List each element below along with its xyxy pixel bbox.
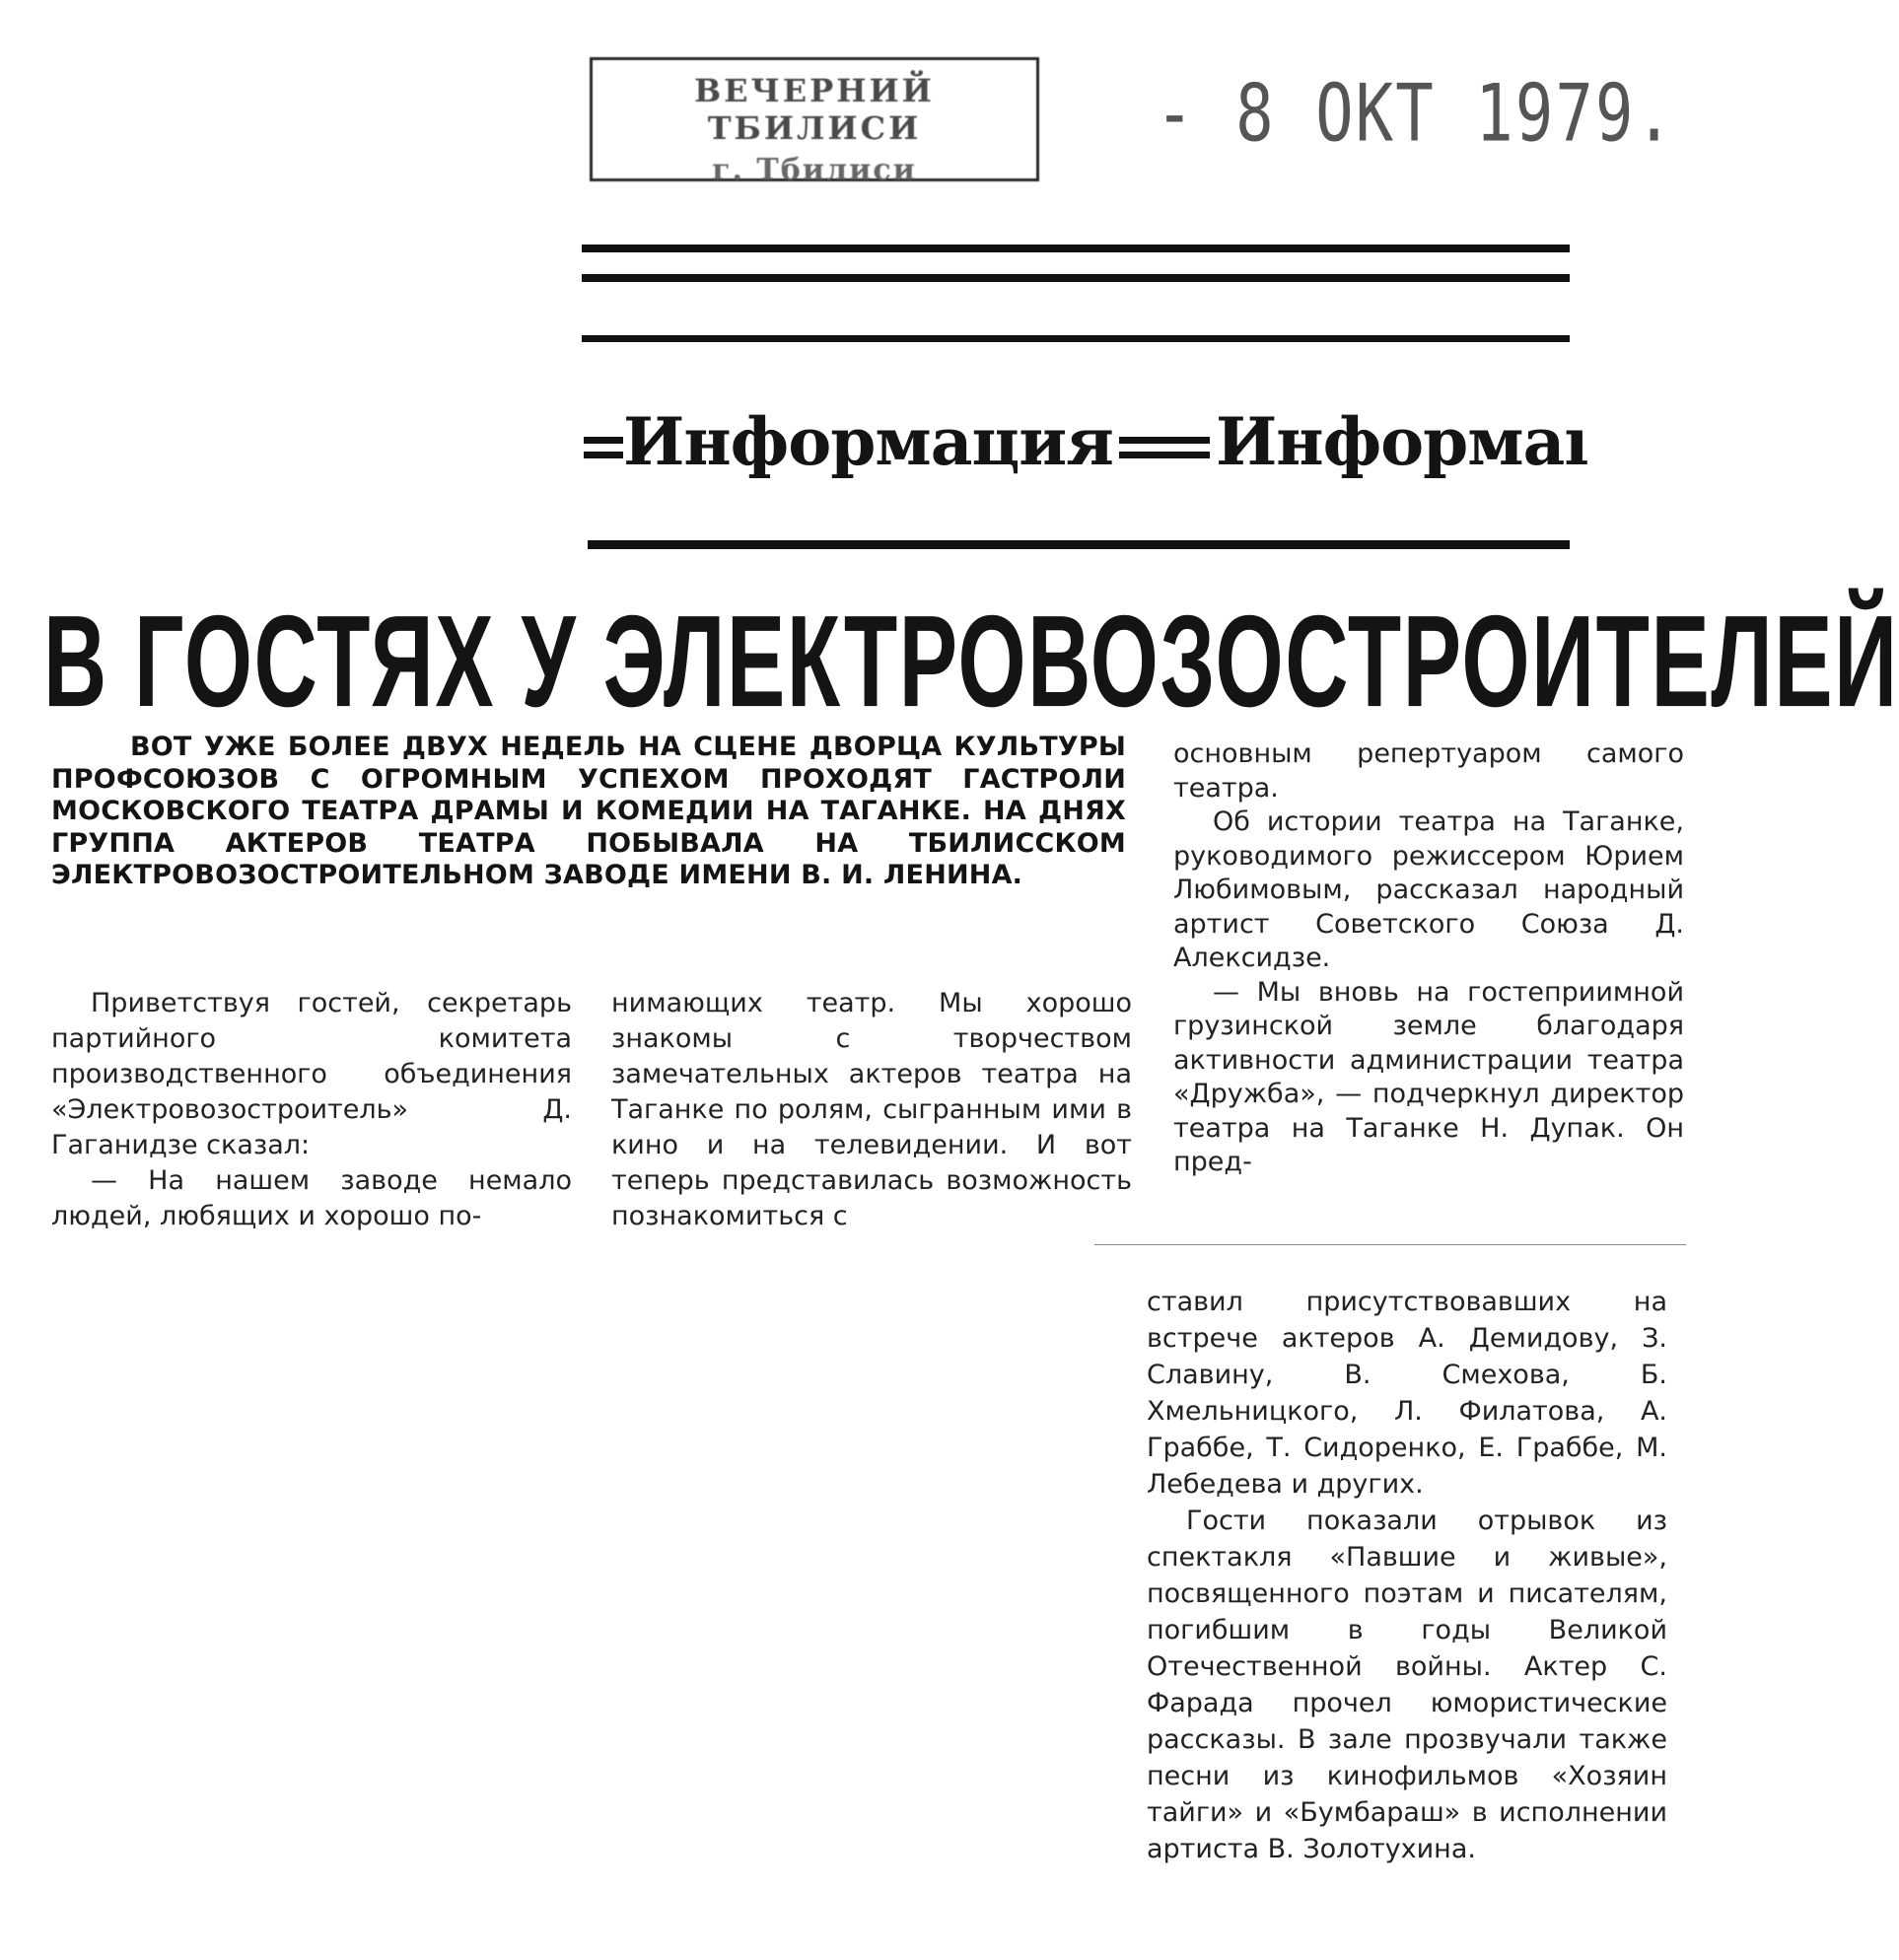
top-rule-3 bbox=[582, 335, 1570, 342]
newspaper-stamp bbox=[590, 57, 1039, 187]
lead-paragraph: ВОТ УЖЕ БОЛЕЕ ДВУХ НЕДЕЛЬ НА СЦЕНЕ ДВОРЦА КУЛЬТУРЫ ПРОФСОЮЗОВ С ОГРОМНЫМ УСПЕХОМ ПРОХОДЯТ ГАСТРОЛИ МОСКОВСКОГО ТЕАТРА ДРАМЫ И КОМЕДИИ НА ТАГАНКЕ. НА ДНЯХ ГРУППА АКТЕРОВ ТЕАТРА ПОБЫВАЛА НА ТБИЛИССКОМ ЭЛЕКТРОВОЗОСТРОИТЕЛЬНОМ ЗАВОДЕ ИМЕНИ В. И. ЛЕНИНА. bbox=[51, 732, 1126, 890]
stamp-line-2: г. Тбилиси bbox=[712, 153, 917, 187]
column-4-paragraph-1: ставил присутствовавших на встрече актеров А. Демидову, З. Славину, В. Смехова, Б. Хмельницкого, Л. Филатова, А. Граббе, Т. Сидоренко, Е. Граббе, М. Лебедева и других. bbox=[1147, 1287, 1667, 1500]
top-rule-2 bbox=[582, 274, 1570, 282]
column-2-paragraph-1: нимающих театр. Мы хорошо знакомы с творчеством замечательных актеров театра на Таганке по ролям, сыгранным ими в кино и на телевидении. И вот теперь представилась возможность познакомиться с bbox=[611, 988, 1132, 1231]
article-column-1 bbox=[51, 986, 572, 1234]
rubric-label: Информация bbox=[623, 403, 1113, 480]
column-3-paragraph-1: основным репертуаром самого театра. bbox=[1173, 738, 1684, 804]
article-column-3 bbox=[1173, 737, 1684, 1180]
double-dash-icon bbox=[584, 435, 623, 460]
stamp-line-1: ВЕЧЕРНИЙ ТБИЛИСИ bbox=[694, 72, 935, 147]
column-4-paragraph-2: Гости показали отрывок из спектакля «Павшие и живые», посвященного поэтам и писателям, погибшим в годы Великой Отечественной войны. Актер С. Фарада прочел юмористические рассказы. В зале прозвучали также песни из кинофильмов «Хозяин тайги» и «Бумбараш» в исполнении артиста В. Золотухина. bbox=[1147, 1505, 1667, 1864]
article-lead bbox=[51, 732, 1126, 892]
clipping-cut-line bbox=[1094, 1244, 1686, 1245]
date-stamp: - 8 ОКТ 1979. bbox=[1156, 69, 1675, 161]
column-3-paragraph-3: — Мы вновь на гостеприимной грузинской земле благодаря активности администрации театра «Дружба», — подчеркнул директор театра на Таганке Н. Дупак. Он пред- bbox=[1173, 976, 1684, 1177]
rubric-label-repeat: Информаı bbox=[1215, 403, 1588, 480]
article-headline: В ГОСТЯХ У ЭЛЕКТРОВОЗОСТРОИТЕЛЕЙ bbox=[43, 589, 1899, 735]
column-3-paragraph-2: Об истории театра на Таганке, руководимого режиссером Юрием Любимовым, рассказал народный артист Советского Союза Д. Алексидзе. bbox=[1173, 806, 1684, 973]
column-1-paragraph-2: — На нашем заводе немало людей, любящих и хорошо по- bbox=[51, 1165, 572, 1231]
column-1-paragraph-1: Приветствуя гостей, секретарь партийного комитета производственного объединения «Электровозостроитель» Д. Гаганидзе сказал: bbox=[51, 988, 572, 1160]
double-dash-icon bbox=[1119, 435, 1210, 460]
top-rule-1 bbox=[582, 245, 1570, 252]
article-column-2 bbox=[611, 986, 1132, 1234]
rubric-bottom-rule bbox=[588, 540, 1570, 549]
article-column-4 bbox=[1147, 1284, 1667, 1867]
rubric-banner bbox=[584, 392, 1588, 491]
